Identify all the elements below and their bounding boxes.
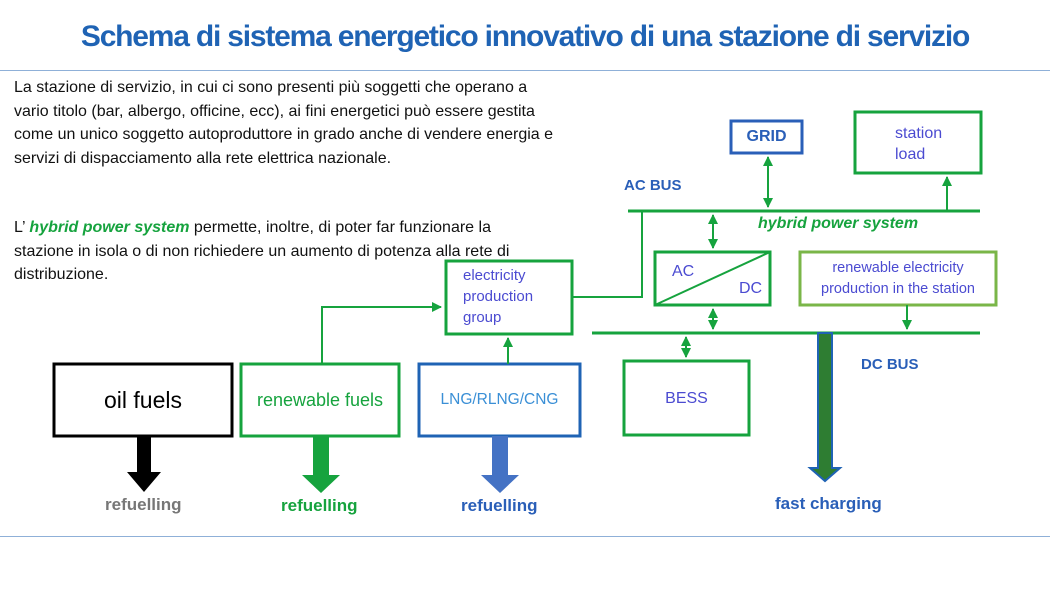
page-title: Schema di sistema energetico innovativo di una stazione di servizio bbox=[80, 20, 970, 53]
ac-label: AC bbox=[672, 263, 695, 280]
renewable-fuels-label: renewable fuels bbox=[256, 389, 384, 410]
intro-paragraph: La stazione di servizio, in cui ci sono presenti più soggetti che operano a vario titolo (bar, albergo, officine, ecc), ai fini energetici può essere gestita come un unico soggetto autoproduttore in grado anche di vendere energia e servizi di dispacciamento alla rete elettrica nazionale. bbox=[14, 79, 554, 167]
oil-fuels-label: oil fuels bbox=[104, 386, 182, 413]
dc-bus-label: DC BUS bbox=[861, 356, 919, 373]
hybrid-power-system-label: hybrid power system bbox=[758, 215, 919, 232]
grid-label: GRID bbox=[746, 128, 787, 145]
station-load-label bbox=[895, 123, 942, 165]
hybrid-paragraph-highlight: hybrid power system bbox=[29, 219, 190, 236]
renewable-fuels-group-arrow bbox=[322, 307, 441, 364]
bess-label: BESS bbox=[665, 389, 708, 407]
refuelling-renewable-label: refuelling bbox=[281, 496, 358, 515]
renewable-production-label: renewable electricity production in the station bbox=[821, 259, 975, 297]
oil-refuelling-arrow bbox=[127, 436, 161, 492]
bottom-divider bbox=[0, 536, 1050, 537]
station-load-line1: station bbox=[895, 125, 943, 142]
station-load-line2: load bbox=[895, 146, 926, 163]
hybrid-paragraph-prefix: L’ bbox=[14, 219, 30, 236]
fast-charging-arrow bbox=[810, 333, 840, 481]
ac-bus-label: AC BUS bbox=[624, 177, 682, 194]
renewable-refuelling-arrow bbox=[302, 436, 340, 493]
electricity-group-label: electricity production group bbox=[463, 267, 534, 326]
refuelling-oil-label: refuelling bbox=[105, 495, 182, 514]
lng-refuelling-arrow bbox=[481, 436, 519, 493]
fast-charging-label: fast charging bbox=[775, 494, 882, 513]
refuelling-lng-label: refuelling bbox=[461, 496, 538, 515]
lng-label: LNG/RLNG/CNG bbox=[440, 391, 559, 408]
dc-label: DC bbox=[739, 280, 763, 297]
hybrid-paragraph-suffix: permette, inoltre, di poter far funzionare la stazione in isola o di non richiedere un aumento di potenza alla rete di distribuzione. bbox=[14, 219, 510, 283]
group-ac-bus-connector bbox=[572, 211, 642, 297]
